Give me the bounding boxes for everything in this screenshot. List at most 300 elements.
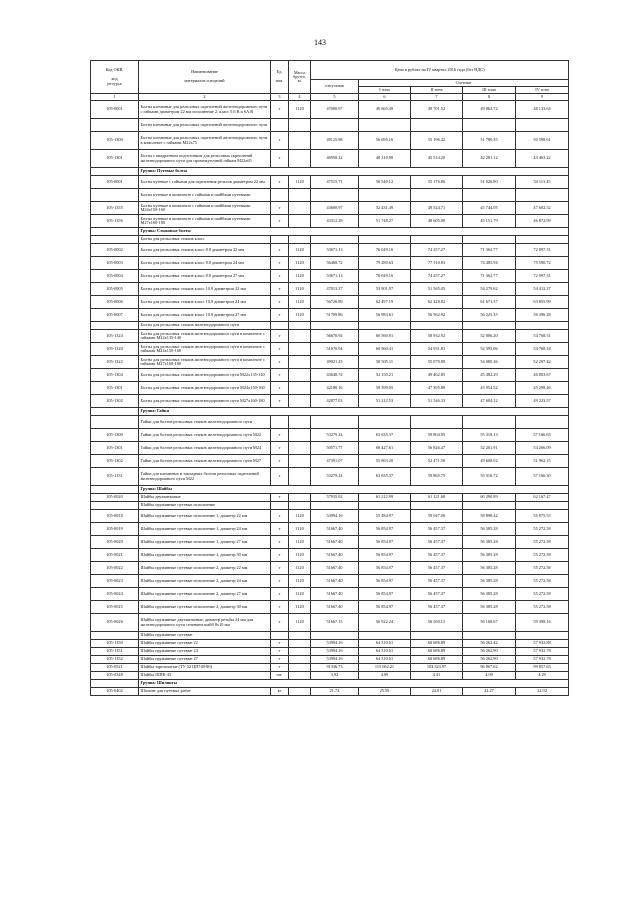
supply-price-cell: 47515.71 bbox=[311, 176, 359, 189]
code-cell: 105-0025 bbox=[91, 601, 139, 614]
mass-cell: 1120 bbox=[289, 614, 311, 632]
unit-cell: т bbox=[271, 296, 289, 309]
code-cell bbox=[91, 416, 139, 429]
code-cell: 105-0402 bbox=[91, 688, 139, 696]
zone4-price-cell: 48 133.64 bbox=[516, 101, 569, 119]
name-cell: Болты путевые в комплекте с гайками и шайбами путевыми М24х150-160 bbox=[139, 202, 271, 215]
code-cell: 105-1301 bbox=[91, 442, 139, 455]
zone3-price-cell: 56 385.28 bbox=[463, 575, 516, 588]
supply-price-cell: 53994.16 bbox=[311, 648, 359, 656]
col-num-8: 8 bbox=[463, 94, 516, 101]
zone4-price-cell: 22.92 bbox=[516, 688, 569, 696]
supply-price-cell: 51667.40 bbox=[311, 575, 359, 588]
code-cell: 105-1331 bbox=[91, 468, 139, 486]
unit-cell: т bbox=[271, 132, 289, 150]
unit-cell: т bbox=[271, 101, 289, 119]
table-row bbox=[91, 101, 569, 119]
zone2-price-cell: 56 562.92 bbox=[411, 309, 463, 322]
zone4-price-cell: 62 167.47 bbox=[516, 494, 569, 502]
page-number: 143 bbox=[314, 38, 326, 47]
mass-cell: 1120 bbox=[289, 536, 311, 549]
mass-cell bbox=[289, 442, 311, 455]
zone1-price-cell: 55 863.20 bbox=[359, 455, 411, 468]
name-cell: Болты для рельсовых стыков класс 10.9 диаметром 22 мм bbox=[139, 283, 271, 296]
code-cell: 105-0521 bbox=[91, 664, 139, 672]
table-row bbox=[91, 382, 569, 395]
code-cell: 105-0018 bbox=[91, 510, 139, 523]
zone3-price-cell: 60 290.89 bbox=[463, 494, 516, 502]
zone3-price-cell: 49 608.02 bbox=[463, 455, 516, 468]
zone1-price-cell: 115 062.21 bbox=[359, 664, 411, 672]
group-code-cell bbox=[91, 168, 139, 176]
table-row bbox=[91, 494, 569, 502]
supply-price-cell: 43312.28 bbox=[311, 215, 359, 228]
table-row bbox=[91, 614, 569, 632]
unit-cell: т bbox=[271, 536, 289, 549]
name-cell: Болты для рельсовых стыков железнодорожного пути bbox=[139, 322, 271, 330]
zone4-price-cell: 57 166.65 bbox=[516, 429, 569, 442]
zone4-price-cell: 55 272.58 bbox=[516, 601, 569, 614]
mass-cell bbox=[289, 664, 311, 672]
table-row bbox=[91, 575, 569, 588]
supply-price-cell: 51667.40 bbox=[311, 601, 359, 614]
zone3-price-cell: 56 262.90 bbox=[463, 656, 516, 664]
zone1-price-cell: 56 695.16 bbox=[359, 132, 411, 150]
zone1-price-cell: 60 560.41 bbox=[359, 343, 411, 356]
unit-cell: т bbox=[271, 202, 289, 215]
supply-price-cell: 53671.13 bbox=[311, 244, 359, 257]
zone3-price-cell: 51 026.80 bbox=[463, 176, 516, 189]
zone2-price-cell bbox=[411, 189, 463, 202]
name-cell: Шайбы пружинные путевые 22 bbox=[139, 640, 271, 648]
zone2-price-cell: 4.41 bbox=[411, 672, 463, 680]
supply-price-cell bbox=[311, 119, 359, 132]
zone2-price-cell: 55 176.86 bbox=[411, 176, 463, 189]
zone4-price-cell bbox=[516, 416, 569, 429]
name-cell: Болты клеммные для рельсовых скреплений железнодорожного пути bbox=[139, 119, 271, 132]
zone2-price-cell: 54 931.83 bbox=[411, 343, 463, 356]
zone4-price-cell: 54 113.45 bbox=[516, 176, 569, 189]
zone3-price-cell: 45 482.29 bbox=[463, 369, 516, 382]
zone1-price-cell: 25.59 bbox=[359, 688, 411, 696]
zone2-price-cell: 55 196.42 bbox=[411, 132, 463, 150]
unit-cell: т bbox=[271, 257, 289, 270]
zone3-price-cell: 54 080.26 bbox=[463, 356, 516, 369]
group-row bbox=[91, 486, 569, 494]
zone2-price-cell: 49 462.85 bbox=[411, 369, 463, 382]
table-row bbox=[91, 132, 569, 150]
zone1-price-cell bbox=[359, 632, 411, 640]
zone1-price-cell: 76 049.16 bbox=[359, 244, 411, 257]
code-cell: 105-0003 bbox=[91, 257, 139, 270]
zone4-price-cell: 46 872.99 bbox=[516, 215, 569, 228]
supply-price-cell bbox=[311, 416, 359, 429]
supply-price-cell: 21.74 bbox=[311, 688, 359, 696]
col-num-7: 7 bbox=[411, 94, 463, 101]
table-row bbox=[91, 176, 569, 189]
unit-cell: кг bbox=[271, 688, 289, 696]
table-row bbox=[91, 664, 569, 672]
unit-cell: т bbox=[271, 343, 289, 356]
code-cell: 105-1351 bbox=[91, 648, 139, 656]
zone4-price-cell: 57 932.78 bbox=[516, 656, 569, 664]
zone2-price-cell: 49 701.52 bbox=[411, 101, 463, 119]
zone1-price-cell: 63 635.37 bbox=[359, 429, 411, 442]
zone1-price-cell: 50 399.05 bbox=[359, 382, 411, 395]
header-code-okv: Код ОКВ, bbox=[105, 67, 124, 72]
zone4-price-cell: 56 396.28 bbox=[516, 309, 569, 322]
table-row bbox=[91, 150, 569, 168]
group-row bbox=[91, 168, 569, 176]
table-row bbox=[91, 549, 569, 562]
name-cell: Шайбы пружинные путевые исполнение bbox=[139, 502, 271, 510]
zone2-price-cell: 47 395.88 bbox=[411, 382, 463, 395]
zone2-price-cell: 56 560.15 bbox=[411, 614, 463, 632]
header-mass-title: Масса bbox=[294, 69, 305, 75]
zone4-price-cell: 54 266.09 bbox=[516, 442, 569, 455]
code-cell: 105-1322 bbox=[91, 356, 139, 369]
zone1-price-cell: 53 901.97 bbox=[359, 283, 411, 296]
zone4-price-cell: 72 097.31 bbox=[516, 270, 569, 283]
zone1-price-cell: 51 212.53 bbox=[359, 395, 411, 408]
unit-cell: т bbox=[271, 549, 289, 562]
group-title: Группа: Шплинты bbox=[139, 680, 569, 688]
zone3-price-cell: 45 744.05 bbox=[463, 202, 516, 215]
code-cell: 105-0007 bbox=[91, 309, 139, 322]
name-cell: Болты путевые в комплекте с гайками и шайбами путевыми М27х160-180 bbox=[139, 215, 271, 228]
col-num-2: 2 bbox=[139, 94, 271, 101]
zone2-price-cell: 56 457.37 bbox=[411, 562, 463, 575]
group-code-cell bbox=[91, 408, 139, 416]
table-row bbox=[91, 119, 569, 132]
mass-cell: 1120 bbox=[289, 309, 311, 322]
supply-price-cell: 43648.74 bbox=[311, 369, 359, 382]
mass-cell: 1120 bbox=[289, 270, 311, 283]
zone2-price-cell: 60 686.89 bbox=[411, 648, 463, 656]
group-title: Группа: Путевые болты bbox=[139, 168, 569, 176]
header-name-sub: материалов и изделий bbox=[184, 78, 225, 84]
unit-cell bbox=[271, 632, 289, 640]
table-row bbox=[91, 296, 569, 309]
mass-cell: 1120 bbox=[289, 510, 311, 523]
zone1-price-cell: 56 854.97 bbox=[359, 549, 411, 562]
header-name bbox=[139, 61, 271, 94]
header-zone4: IV зона bbox=[516, 87, 569, 94]
table-row bbox=[91, 236, 569, 244]
supply-price-cell: 53279.24 bbox=[311, 429, 359, 442]
code-cell: 105-0020 bbox=[91, 494, 139, 502]
name-cell: Болты для рельсовых стыков класс 8.8 диаметром 24 мм bbox=[139, 257, 271, 270]
name-cell: Шайбы пружинные путевые bbox=[139, 632, 271, 640]
zone2-price-cell: 59 865.75 bbox=[411, 468, 463, 486]
code-cell: 105-0020 bbox=[91, 536, 139, 549]
supply-price-cell: 42180.16 bbox=[311, 382, 359, 395]
zone2-price-cell: 55 079.88 bbox=[411, 356, 463, 369]
code-cell: 105-0024 bbox=[91, 588, 139, 601]
zone2-price-cell bbox=[411, 119, 463, 132]
mass-cell bbox=[289, 322, 311, 330]
name-cell: Болты путевые с гайками для скрепления рельсов диаметром 22 мм bbox=[139, 176, 271, 189]
name-cell: Гайки для клеммных и закладных болтов рельсовых скреплений железнодорожного пути М22 bbox=[139, 468, 271, 486]
name-cell: Шайбы пружинные путевые исполнение 2, диаметр 30 мм bbox=[139, 601, 271, 614]
name-cell: Болты путевые в комплекте с гайками и шайбами путевыми bbox=[139, 189, 271, 202]
table-row bbox=[91, 395, 569, 408]
table-row bbox=[91, 688, 569, 696]
zone2-price-cell bbox=[411, 322, 463, 330]
zone4-price-cell: 54 768.51 bbox=[516, 330, 569, 343]
zone2-price-cell bbox=[411, 502, 463, 510]
zone1-price-cell: 56 983.61 bbox=[359, 309, 411, 322]
zone1-price-cell: 62 497.19 bbox=[359, 296, 411, 309]
zone4-price-cell: 49 223.57 bbox=[516, 395, 569, 408]
code-cell: 105-1356 bbox=[91, 215, 139, 228]
col-num-4: 4 bbox=[289, 94, 311, 101]
zone4-price-cell bbox=[516, 236, 569, 244]
table-row bbox=[91, 215, 569, 228]
mass-cell bbox=[289, 202, 311, 215]
supply-price-cell: 51670.94 bbox=[311, 343, 359, 356]
unit-cell bbox=[271, 119, 289, 132]
table-row bbox=[91, 640, 569, 648]
unit-cell: т bbox=[271, 510, 289, 523]
code-cell: 105-0348 bbox=[91, 672, 139, 680]
zone3-price-cell bbox=[463, 119, 516, 132]
zone4-price-cell: 55 875.55 bbox=[516, 510, 569, 523]
mass-cell bbox=[289, 395, 311, 408]
zone4-price-cell: 55 272.58 bbox=[516, 549, 569, 562]
code-cell: 105-0022 bbox=[91, 562, 139, 575]
zone3-price-cell: 58 898.42 bbox=[463, 510, 516, 523]
name-cell: Болты для рельсовых стыков класс 10.9 диаметром 27 мм bbox=[139, 309, 271, 322]
name-cell: Шайбы ШПК-45 bbox=[139, 672, 271, 680]
mass-cell bbox=[289, 640, 311, 648]
name-cell: Шайбы пружинные путевые исполнение 1, диаметр 22 мм bbox=[139, 510, 271, 523]
mass-cell: 1120 bbox=[289, 283, 311, 296]
unit-cell: т bbox=[271, 614, 289, 632]
zone2-price-cell: 56 826.47 bbox=[411, 442, 463, 455]
header-mass-brutto: брутто, bbox=[293, 73, 306, 79]
zone1-price-cell: 4.69 bbox=[359, 672, 411, 680]
header-unit bbox=[271, 61, 289, 94]
zone1-price-cell: 52 431.49 bbox=[359, 202, 411, 215]
zone3-price-cell: 56 385.28 bbox=[463, 562, 516, 575]
zone3-price-cell bbox=[463, 236, 516, 244]
zone3-price-cell bbox=[463, 189, 516, 202]
supply-price-cell: 56726.89 bbox=[311, 296, 359, 309]
zone2-price-cell bbox=[411, 632, 463, 640]
zone4-price-cell: 55 272.58 bbox=[516, 575, 569, 588]
zone3-price-cell: 52 201.91 bbox=[463, 442, 516, 455]
header-code-resource: ресурса bbox=[107, 80, 122, 86]
table-row bbox=[91, 502, 569, 510]
mass-cell bbox=[289, 455, 311, 468]
code-cell: 105-0004 bbox=[91, 270, 139, 283]
unit-cell: т bbox=[271, 382, 289, 395]
name-cell: Болты для рельсовых стыков железнодорожного пути в комплекте с гайками М27х160-180 bbox=[139, 356, 271, 369]
name-cell: Болты для рельсовых стыков железнодорожного пути М22х135-140 bbox=[139, 369, 271, 382]
header-mass-kg: кг bbox=[297, 78, 302, 84]
zone1-price-cell: 60 427.61 bbox=[359, 442, 411, 455]
mass-cell bbox=[289, 215, 311, 228]
code-cell: 105-0006 bbox=[91, 296, 139, 309]
group-title: Группа: Стыковые болты bbox=[139, 228, 569, 236]
zone1-price-cell: 56 854.97 bbox=[359, 601, 411, 614]
zone1-price-cell: 56 854.97 bbox=[359, 536, 411, 549]
zone4-price-cell: 57 166.30 bbox=[516, 468, 569, 486]
zone1-price-cell: 56 854.97 bbox=[359, 523, 411, 536]
mass-cell bbox=[289, 468, 311, 486]
zone1-price-cell bbox=[359, 502, 411, 510]
zone4-price-cell: 47 602.52 bbox=[516, 202, 569, 215]
zone2-price-cell: 56 457.37 bbox=[411, 575, 463, 588]
mass-cell bbox=[289, 369, 311, 382]
zone4-price-cell: 52 297.42 bbox=[516, 356, 569, 369]
zone2-price-cell: 51 546.33 bbox=[411, 395, 463, 408]
zone1-price-cell: 63 635.37 bbox=[359, 468, 411, 486]
table-row bbox=[91, 562, 569, 575]
code-cell bbox=[91, 502, 139, 510]
supply-price-cell: 53994.16 bbox=[311, 640, 359, 648]
supply-price-cell: 49125.98 bbox=[311, 132, 359, 150]
group-code-cell bbox=[91, 680, 139, 688]
mass-cell bbox=[289, 502, 311, 510]
zone4-price-cell: 54 768.18 bbox=[516, 343, 569, 356]
zone3-price-cell: 43 954.52 bbox=[463, 382, 516, 395]
name-cell: Шплинт для путевых работ bbox=[139, 688, 271, 696]
unit-cell: т bbox=[271, 356, 289, 369]
zone3-price-cell: 56 385.28 bbox=[463, 601, 516, 614]
mass-cell: 1120 bbox=[289, 575, 311, 588]
unit-cell: т bbox=[271, 270, 289, 283]
zone1-price-cell: 58 505.11 bbox=[359, 356, 411, 369]
name-cell: Шайбы пружинные путевые исполнение 1, диаметр 24 мм bbox=[139, 523, 271, 536]
zone3-price-cell: 54 279.62 bbox=[463, 283, 516, 296]
header-zone1: I зона bbox=[359, 87, 411, 94]
code-cell: 105-1320 bbox=[91, 343, 139, 356]
mass-cell bbox=[289, 494, 311, 502]
header-supply: отпускная bbox=[311, 80, 359, 94]
col-num-5: 5 bbox=[311, 94, 359, 101]
zone2-price-cell: 74 257.27 bbox=[411, 244, 463, 257]
zone3-price-cell: 52 806.20 bbox=[463, 330, 516, 343]
unit-cell bbox=[271, 236, 289, 244]
code-cell: 105-0001 bbox=[91, 101, 139, 119]
code-cell: 105-0023 bbox=[91, 575, 139, 588]
col-num-6: 6 bbox=[359, 94, 411, 101]
header-region bbox=[359, 80, 569, 87]
unit-cell: т bbox=[271, 330, 289, 343]
supply-price-cell: 51667.40 bbox=[311, 562, 359, 575]
table-body bbox=[91, 101, 569, 696]
zone2-price-cell: 77 510.83 bbox=[411, 257, 463, 270]
zone3-price-cell: 96 867.62 bbox=[463, 664, 516, 672]
name-cell: Болты с квадратным подголовком для рельсовых скреплений железнодорожного пути для промежуточной гайкам М22х65 bbox=[139, 150, 271, 168]
code-cell: 105-0021 bbox=[91, 549, 139, 562]
zone2-price-cell: 59 804.05 bbox=[411, 429, 463, 442]
zone4-price-cell: 51 962.15 bbox=[516, 455, 569, 468]
unit-cell: т bbox=[271, 601, 289, 614]
mass-cell bbox=[289, 672, 311, 680]
name-cell: Шайбы пружинные путевые 24 bbox=[139, 648, 271, 656]
zone2-price-cell: 52 471.50 bbox=[411, 455, 463, 468]
supply-price-cell bbox=[311, 236, 359, 244]
code-cell: 105-0002 bbox=[91, 244, 139, 257]
table-header bbox=[91, 61, 569, 101]
unit-cell: т bbox=[271, 640, 289, 648]
unit-cell: т bbox=[271, 442, 289, 455]
zone3-price-cell bbox=[463, 502, 516, 510]
supply-price-cell bbox=[311, 322, 359, 330]
zone3-price-cell: 49 862.72 bbox=[463, 101, 516, 119]
zone4-price-cell: 75 590.72 bbox=[516, 257, 569, 270]
unit-cell: т bbox=[271, 468, 289, 486]
name-cell: Болты клеммные для рельсовых скреплений железнодорожного пути в комплекте с гайками М22х75 bbox=[139, 132, 271, 150]
table-row bbox=[91, 322, 569, 330]
zone3-price-cell: 55 318.13 bbox=[463, 429, 516, 442]
header-mass bbox=[289, 61, 311, 94]
unit-cell: т bbox=[271, 494, 289, 502]
mass-cell bbox=[289, 656, 311, 664]
header-zone2: II зона bbox=[411, 87, 463, 94]
zone2-price-cell: 48 605.00 bbox=[411, 215, 463, 228]
zone3-price-cell: 71 362.77 bbox=[463, 270, 516, 283]
zone2-price-cell: 74 257.27 bbox=[411, 270, 463, 283]
zone2-price-cell: 49 524.71 bbox=[411, 202, 463, 215]
table-row bbox=[91, 632, 569, 640]
table-row bbox=[91, 588, 569, 601]
zone2-price-cell: 51 565.05 bbox=[411, 283, 463, 296]
zone4-price-cell: 57 932.78 bbox=[516, 648, 569, 656]
zone1-price-cell: 49 665.49 bbox=[359, 101, 411, 119]
zone4-price-cell: 54 412.37 bbox=[516, 283, 569, 296]
mass-cell bbox=[289, 132, 311, 150]
code-cell: 105-1324 bbox=[91, 330, 139, 343]
header-zone3: III зона bbox=[463, 87, 516, 94]
unit-cell: шт. bbox=[271, 672, 289, 680]
supply-price-cell: 47000.97 bbox=[311, 101, 359, 119]
zone4-price-cell bbox=[516, 189, 569, 202]
zone2-price-cell bbox=[411, 416, 463, 429]
supply-price-cell: 47013.37 bbox=[311, 283, 359, 296]
zone4-price-cell bbox=[516, 119, 569, 132]
zone1-price-cell: 56 854.97 bbox=[359, 575, 411, 588]
zone4-price-cell: 55 272.58 bbox=[516, 588, 569, 601]
unit-cell: т bbox=[271, 283, 289, 296]
zone1-price-cell: 64 510.61 bbox=[359, 640, 411, 648]
zone3-price-cell: 55 316.72 bbox=[463, 468, 516, 486]
zone1-price-cell bbox=[359, 189, 411, 202]
zone1-price-cell: 51 748.27 bbox=[359, 215, 411, 228]
mass-cell bbox=[289, 343, 311, 356]
name-cell: Гайки для болтов рельсовых стыков железнодорожного пути bbox=[139, 416, 271, 429]
zone1-price-cell: 64 510.61 bbox=[359, 648, 411, 656]
supply-price-cell: 46950.32 bbox=[311, 150, 359, 168]
name-cell: Шайбы пружинные путевые исполнение 2, диаметр 24 мм bbox=[139, 575, 271, 588]
zone2-price-cell: 45 514.20 bbox=[411, 150, 463, 168]
supply-price-cell: 49021.25 bbox=[311, 356, 359, 369]
name-cell: Шайбы пружинные путевые 27 bbox=[139, 656, 271, 664]
table-row bbox=[91, 356, 569, 369]
zone2-price-cell: 61 121.68 bbox=[411, 494, 463, 502]
zone1-price-cell: 56 854.97 bbox=[359, 562, 411, 575]
name-cell: Болты для рельсовых стыков железнодорожного пути М27х160-180 bbox=[139, 395, 271, 408]
name-cell: Шайбы двухвитковые bbox=[139, 494, 271, 502]
zone1-price-cell: 56 540.12 bbox=[359, 176, 411, 189]
group-row bbox=[91, 228, 569, 236]
mass-cell bbox=[289, 416, 311, 429]
mass-cell bbox=[289, 688, 311, 696]
table-row bbox=[91, 648, 569, 656]
